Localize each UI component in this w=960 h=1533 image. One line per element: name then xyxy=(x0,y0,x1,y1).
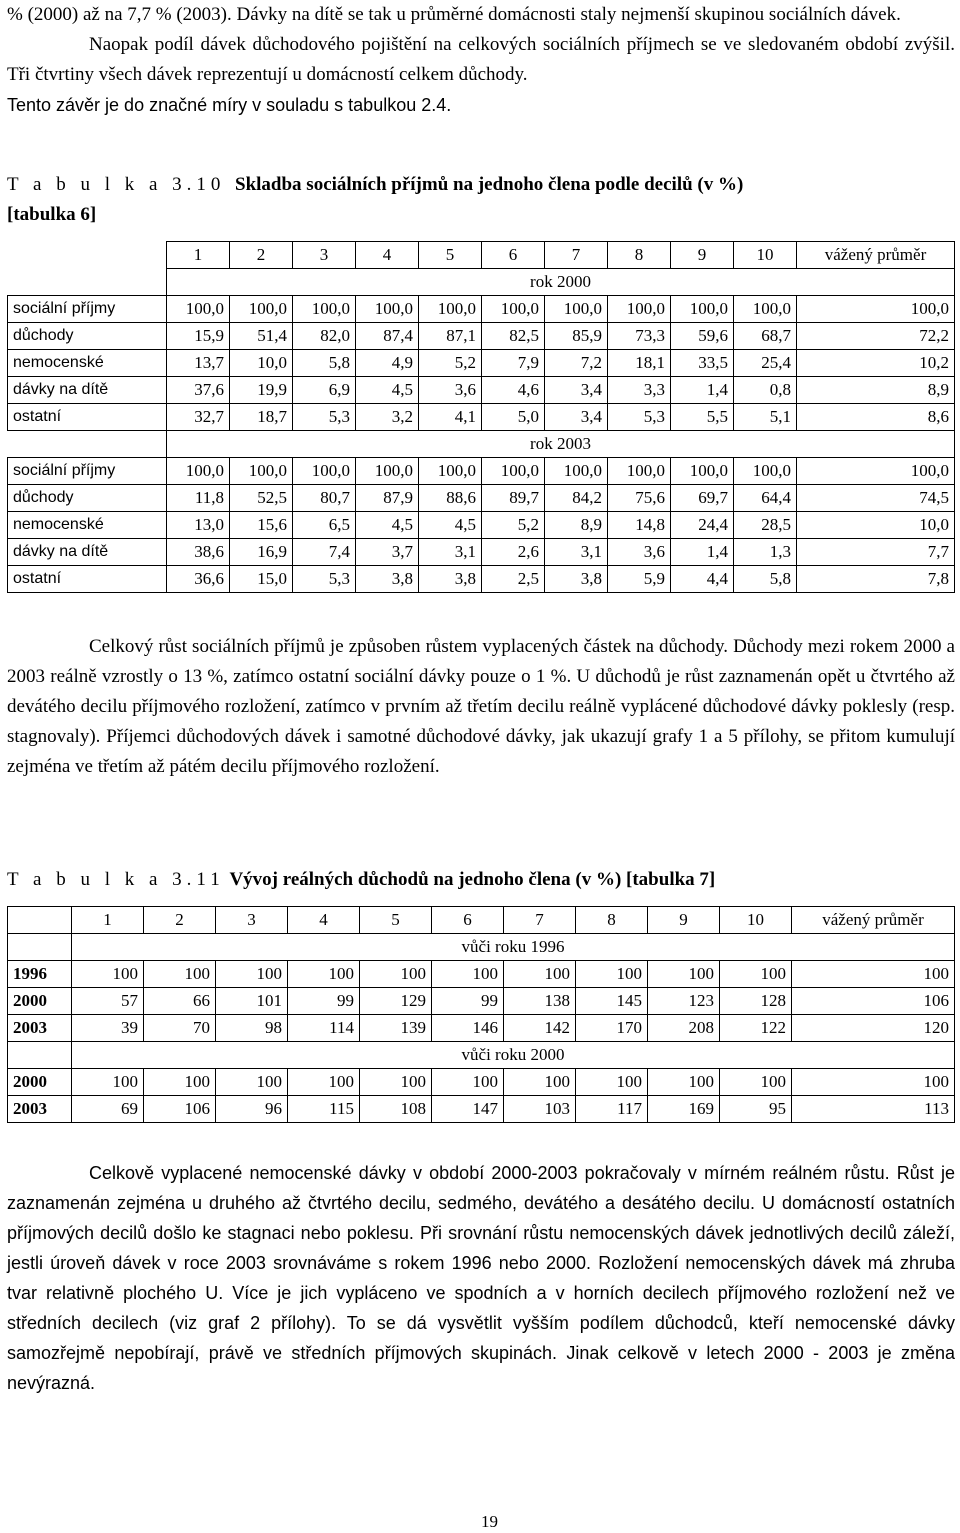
table_3_11-cell: 100 xyxy=(792,1069,955,1096)
table_3_10-cell: 4,6 xyxy=(482,377,545,404)
table_3_10-col-header: 6 xyxy=(482,242,545,269)
table_3_10-cell: 19,9 xyxy=(230,377,293,404)
table_3_10-cell: 5,8 xyxy=(293,350,356,377)
table_3_10-row-label: důchody xyxy=(8,323,167,350)
table_3_10-cell: 25,4 xyxy=(734,350,797,377)
table_3_10-cell: 68,7 xyxy=(734,323,797,350)
table_3_10-cell: 5,9 xyxy=(608,566,671,593)
intro-paragraph xyxy=(7,0,955,120)
table_3_10-cell: 5,5 xyxy=(671,404,734,431)
table_3_10-cell: 15,9 xyxy=(167,323,230,350)
table_3_10-section-row xyxy=(8,269,955,296)
table_3_11-cell: 99 xyxy=(432,988,504,1015)
table_3_10-cell: 8,6 xyxy=(797,404,955,431)
table_3_10-cell: 13,7 xyxy=(167,350,230,377)
table_3_10-cell: 37,6 xyxy=(167,377,230,404)
table_3_10-cell: 52,5 xyxy=(230,485,293,512)
table_3_10-cell: 100,0 xyxy=(671,458,734,485)
intro-line-1: % (2000) až na 7,7 % (2003). Dávky na dítě se tak u průměrné domácnosti staly nejmenší skupinou sociálních dávek. xyxy=(7,4,901,25)
table_3_10-cell: 59,6 xyxy=(671,323,734,350)
table_3_10-col-header: 1 xyxy=(167,242,230,269)
table-3-10-label: T a b u l k a 3.10 xyxy=(7,174,226,195)
table_3_11-cell: 106 xyxy=(792,988,955,1015)
table_3_11-cell: 100 xyxy=(72,961,144,988)
paragraph-pension-growth: Celkový růst sociálních příjmů je způsoben růstem vyplacených částek na důchody. Důchody mezi rokem 2000 a 2003 reálně vzrostly o 13 %, zatímco ostatní sociální dávky pouze o 1 %. U důchodů je růst zaznamenán opět u čtvrtého až devátého decilu příjmového rozložení, zatímco v prvním až třetím decilu reálně vyplácené důchodové dávky poklesly (resp. stagnovaly). Příjemci důchodových dávek i samotné důchodové dávky, jak ukazují grafy 1 a 5 přílohy, se přitom kumulují zejména ve třetím až pátém decilu příjmového rozložení. xyxy=(7,636,955,777)
table_3_10-cell: 100,0 xyxy=(797,296,955,323)
table_3_11-cell: 69 xyxy=(72,1096,144,1123)
table_3_11-cell: 208 xyxy=(648,1015,720,1042)
table_3_10-cell: 3,7 xyxy=(356,539,419,566)
table_3_10-cell: 10,0 xyxy=(797,512,955,539)
table_3_10-col-header: 9 xyxy=(671,242,734,269)
table_3_10-cell: 89,7 xyxy=(482,485,545,512)
table_3_11-section-row xyxy=(8,934,955,961)
table_3_10-cell: 100,0 xyxy=(734,296,797,323)
table_3_11-col-header: vážený průměr xyxy=(792,907,955,934)
table_3_10-cell: 4,4 xyxy=(671,566,734,593)
table-row xyxy=(8,485,955,512)
table_3_11-col-header: 6 xyxy=(432,907,504,934)
table_3_10-cell: 75,6 xyxy=(608,485,671,512)
table_3_10-cell: 100,0 xyxy=(356,296,419,323)
table_3_11-cell: 100 xyxy=(288,961,360,988)
table_3_11-col-header: 10 xyxy=(720,907,792,934)
table_3_11-cell: 100 xyxy=(720,961,792,988)
paragraph-sickness-benefits: Celkově vyplacené nemocenské dávky v období 2000-2003 pokračovaly v mírném reálném růstu. Růst je zaznamenán zejména u druhého až čtvrtého decilu, sedmého, devátého a desátého decilu. U domácností ostatních příjmových decilů došlo ke stagnaci nebo poklesu. Při srovnání růstu nemocenských dávek jednotlivých decilů záleží, jestli úroveň dávek v roce 2003 srovnáváme s rokem 1996 nebo 2000. Rozložení nemocenských dávek má zhruba tvar relativně plochého U. Více je jich vypláceno ve spodních a v horních decilech příjmového rozložení než ve středních decilech (viz graf 2 přílohy). To se dá vysvětlit vyšším podílem důchodců, kteří nemocenské dávky samozřejmě nepobírají, právě ve středních příjmových skupinách. Jinak celkově v letech 2000 - 2003 je změna nevýrazná. xyxy=(7,1163,955,1393)
table-3-11-caption xyxy=(7,865,955,895)
table_3_10-cell: 10,2 xyxy=(797,350,955,377)
table_3_10-cell: 1,4 xyxy=(671,539,734,566)
table_3_10-header-row xyxy=(8,242,955,269)
table_3_11-cell: 108 xyxy=(360,1096,432,1123)
table_3_10-cell: 69,7 xyxy=(671,485,734,512)
table_3_11-section-label: vůči roku 2000 xyxy=(72,1042,955,1069)
table_3_10-cell: 38,6 xyxy=(167,539,230,566)
table_3_10-cell: 28,5 xyxy=(734,512,797,539)
table_3_10-section-label: rok 2000 xyxy=(167,269,955,296)
table_3_10-col-header: 3 xyxy=(293,242,356,269)
table_3_10-cell: 84,2 xyxy=(545,485,608,512)
table_3_10-col-header: 7 xyxy=(545,242,608,269)
table_3_11-cell: 100 xyxy=(720,1069,792,1096)
table_3_10-cell: 0,8 xyxy=(734,377,797,404)
table-3-10-caption xyxy=(7,170,955,225)
table_3_10-cell: 4,9 xyxy=(356,350,419,377)
table_3_11-cell: 146 xyxy=(432,1015,504,1042)
table_3_11-cell: 103 xyxy=(504,1096,576,1123)
table_3_10-cell: 4,5 xyxy=(419,512,482,539)
table-row xyxy=(8,1096,955,1123)
table_3_11-cell: 114 xyxy=(288,1015,360,1042)
table_3_10-cell: 100,0 xyxy=(293,296,356,323)
table_3_10-cell: 5,2 xyxy=(419,350,482,377)
table_3_10-cell: 87,9 xyxy=(356,485,419,512)
table-row xyxy=(8,1015,955,1042)
table_3_11-header-row xyxy=(8,907,955,934)
table_3_10-cell: 100,0 xyxy=(167,296,230,323)
table_3_11-cell: 142 xyxy=(504,1015,576,1042)
table-3-11-label: T a b u l k a 3.11 xyxy=(7,869,225,890)
table_3_10-cell: 14,8 xyxy=(608,512,671,539)
table_3_10-section-spacer xyxy=(8,431,167,458)
table-row xyxy=(8,350,955,377)
table_3_10-cell: 3,6 xyxy=(608,539,671,566)
table_3_11-cell: 106 xyxy=(144,1096,216,1123)
table_3_10-cell: 72,2 xyxy=(797,323,955,350)
table_3_11-cell: 66 xyxy=(144,988,216,1015)
table-3-11-title: Vývoj reálných důchodů na jednoho člena (v %) [tabulka 7] xyxy=(229,869,716,890)
table_3_10-cell: 87,4 xyxy=(356,323,419,350)
table_3_11-col-header: 9 xyxy=(648,907,720,934)
table_3_10-cell: 100,0 xyxy=(545,296,608,323)
table-3-10 xyxy=(7,241,955,593)
table-row xyxy=(8,961,955,988)
table_3_11-cell: 100 xyxy=(144,1069,216,1096)
table_3_10-cell: 100,0 xyxy=(608,458,671,485)
table_3_11-cell: 100 xyxy=(144,961,216,988)
table-row xyxy=(8,323,955,350)
table_3_11-section-spacer xyxy=(8,1042,72,1069)
table_3_10-cell: 100,0 xyxy=(230,296,293,323)
table_3_10-cell: 1,4 xyxy=(671,377,734,404)
table_3_11-col-header: 8 xyxy=(576,907,648,934)
table_3_10-cell: 100,0 xyxy=(671,296,734,323)
table_3_11-section-label: vůči roku 1996 xyxy=(72,934,955,961)
table-row xyxy=(8,566,955,593)
table_3_10-cell: 64,4 xyxy=(734,485,797,512)
table_3_10-cell: 6,9 xyxy=(293,377,356,404)
table_3_10-cell: 100,0 xyxy=(545,458,608,485)
table_3_11-section-row xyxy=(8,1042,955,1069)
table_3_10-cell: 18,1 xyxy=(608,350,671,377)
table_3_10-cell: 100,0 xyxy=(482,296,545,323)
table_3_10-col-header: 10 xyxy=(734,242,797,269)
table_3_10-cell: 3,2 xyxy=(356,404,419,431)
table-row xyxy=(8,404,955,431)
table_3_10-section-row xyxy=(8,431,955,458)
table_3_10-cell: 7,4 xyxy=(293,539,356,566)
table_3_11-row-label: 2000 xyxy=(8,988,72,1015)
table_3_11-row-label: 2003 xyxy=(8,1096,72,1123)
table_3_10-row-label: nemocenské xyxy=(8,350,167,377)
table_3_10-corner-cell xyxy=(8,242,167,269)
table_3_10-cell: 24,4 xyxy=(671,512,734,539)
table_3_10-cell: 100,0 xyxy=(482,458,545,485)
table_3_11-cell: 100 xyxy=(360,961,432,988)
table_3_11-row-label: 2000 xyxy=(8,1069,72,1096)
table_3_10-cell: 15,6 xyxy=(230,512,293,539)
table_3_11-cell: 123 xyxy=(648,988,720,1015)
table_3_10-cell: 100,0 xyxy=(293,458,356,485)
table_3_10-cell: 3,4 xyxy=(545,377,608,404)
table_3_10-cell: 4,1 xyxy=(419,404,482,431)
table_3_11-cell: 100 xyxy=(648,1069,720,1096)
table_3_10-cell: 88,6 xyxy=(419,485,482,512)
table_3_11-cell: 100 xyxy=(432,961,504,988)
table-row xyxy=(8,512,955,539)
table_3_10-section-spacer xyxy=(8,269,167,296)
table_3_10-cell: 8,9 xyxy=(545,512,608,539)
table_3_11-col-header: 4 xyxy=(288,907,360,934)
table_3_10-row-label: dávky na dítě xyxy=(8,539,167,566)
table_3_11-cell: 95 xyxy=(720,1096,792,1123)
table_3_10-cell: 3,3 xyxy=(608,377,671,404)
table_3_10-row-label: nemocenské xyxy=(8,512,167,539)
table_3_10-cell: 7,2 xyxy=(545,350,608,377)
table_3_10-cell: 100,0 xyxy=(419,458,482,485)
table_3_10-cell: 13,0 xyxy=(167,512,230,539)
table_3_11-cell: 100 xyxy=(576,961,648,988)
intro-line-2: Naopak podíl dávek důchodového pojištění na celkových sociálních příjmech se ve sledovaném období zvýšil. Tři čtvrtiny všech dávek reprezentují u domácností celkem důchody. xyxy=(7,34,955,85)
table_3_10-cell: 10,0 xyxy=(230,350,293,377)
table_3_10-cell: 73,3 xyxy=(608,323,671,350)
table_3_11-cell: 39 xyxy=(72,1015,144,1042)
table_3_11-cell: 128 xyxy=(720,988,792,1015)
table_3_10-cell: 5,3 xyxy=(608,404,671,431)
table_3_11-cell: 145 xyxy=(576,988,648,1015)
intro-line-3: Tento závěr je do značné míry v souladu s tabulkou 2.4. xyxy=(7,95,452,115)
table_3_10-cell: 3,8 xyxy=(419,566,482,593)
table-3-11 xyxy=(7,906,955,1123)
table_3_10-col-header: 2 xyxy=(230,242,293,269)
table_3_11-section-spacer xyxy=(8,934,72,961)
table_3_10-cell: 3,4 xyxy=(545,404,608,431)
table-row xyxy=(8,1069,955,1096)
table_3_10-cell: 3,1 xyxy=(419,539,482,566)
table_3_10-cell: 100,0 xyxy=(356,458,419,485)
table_3_11-cell: 99 xyxy=(288,988,360,1015)
table_3_11-cell: 100 xyxy=(792,961,955,988)
table_3_11-cell: 122 xyxy=(720,1015,792,1042)
table_3_11-col-header: 7 xyxy=(504,907,576,934)
table_3_11-cell: 100 xyxy=(360,1069,432,1096)
table_3_10-cell: 3,8 xyxy=(356,566,419,593)
table_3_11-cell: 117 xyxy=(576,1096,648,1123)
table_3_10-cell: 11,8 xyxy=(167,485,230,512)
table_3_10-cell: 33,5 xyxy=(671,350,734,377)
table_3_10-cell: 8,9 xyxy=(797,377,955,404)
table_3_11-col-header: 2 xyxy=(144,907,216,934)
table_3_10-row-label: dávky na dítě xyxy=(8,377,167,404)
table_3_11-col-header: 1 xyxy=(72,907,144,934)
table_3_11-row-label: 2003 xyxy=(8,1015,72,1042)
table_3_10-row-label: sociální příjmy xyxy=(8,296,167,323)
table_3_10-cell: 7,9 xyxy=(482,350,545,377)
table_3_10-row-label: ostatní xyxy=(8,404,167,431)
page-number: 19 xyxy=(481,1512,498,1531)
table_3_11-cell: 100 xyxy=(432,1069,504,1096)
table_3_10-cell: 100,0 xyxy=(797,458,955,485)
table_3_10-cell: 2,5 xyxy=(482,566,545,593)
table-row xyxy=(8,539,955,566)
table_3_11-cell: 57 xyxy=(72,988,144,1015)
table_3_10-cell: 6,5 xyxy=(293,512,356,539)
table_3_10-col-header: 4 xyxy=(356,242,419,269)
table_3_11-cell: 101 xyxy=(216,988,288,1015)
table_3_11-row-label: 1996 xyxy=(8,961,72,988)
table_3_10-cell: 3,1 xyxy=(545,539,608,566)
table_3_10-cell: 4,5 xyxy=(356,512,419,539)
table_3_10-cell: 18,7 xyxy=(230,404,293,431)
table_3_11-cell: 129 xyxy=(360,988,432,1015)
table-row xyxy=(8,296,955,323)
table_3_10-section-label: rok 2003 xyxy=(167,431,955,458)
table_3_11-cell: 100 xyxy=(216,961,288,988)
table_3_10-cell: 5,3 xyxy=(293,404,356,431)
table_3_10-cell: 7,7 xyxy=(797,539,955,566)
table_3_11-cell: 100 xyxy=(504,1069,576,1096)
table_3_10-cell: 5,2 xyxy=(482,512,545,539)
table_3_11-col-header: 5 xyxy=(360,907,432,934)
table_3_10-cell: 51,4 xyxy=(230,323,293,350)
table_3_10-col-header: 5 xyxy=(419,242,482,269)
table_3_11-cell: 100 xyxy=(216,1069,288,1096)
table_3_11-cell: 100 xyxy=(648,961,720,988)
table_3_10-cell: 100,0 xyxy=(230,458,293,485)
table_3_10-row-label: sociální příjmy xyxy=(8,458,167,485)
table_3_10-cell: 36,6 xyxy=(167,566,230,593)
table_3_10-cell: 5,3 xyxy=(293,566,356,593)
table_3_10-cell: 100,0 xyxy=(167,458,230,485)
table-3-10-subtitle: [tabulka 6] xyxy=(7,204,97,225)
table_3_11-cell: 120 xyxy=(792,1015,955,1042)
table_3_11-cell: 100 xyxy=(288,1069,360,1096)
table_3_11-cell: 96 xyxy=(216,1096,288,1123)
table_3_10-cell: 82,0 xyxy=(293,323,356,350)
table_3_11-cell: 100 xyxy=(72,1069,144,1096)
table_3_10-cell: 15,0 xyxy=(230,566,293,593)
table_3_11-cell: 70 xyxy=(144,1015,216,1042)
table_3_11-cell: 147 xyxy=(432,1096,504,1123)
table_3_11-cell: 138 xyxy=(504,988,576,1015)
table-row xyxy=(8,377,955,404)
table_3_10-cell: 80,7 xyxy=(293,485,356,512)
table_3_11-cell: 100 xyxy=(576,1069,648,1096)
table_3_11-cell: 170 xyxy=(576,1015,648,1042)
table_3_10-cell: 87,1 xyxy=(419,323,482,350)
table_3_10-cell: 82,5 xyxy=(482,323,545,350)
table_3_10-cell: 85,9 xyxy=(545,323,608,350)
table_3_10-cell: 74,5 xyxy=(797,485,955,512)
table_3_10-cell: 32,7 xyxy=(167,404,230,431)
table_3_11-cell: 169 xyxy=(648,1096,720,1123)
table_3_10-col-header: 8 xyxy=(608,242,671,269)
table_3_11-cell: 139 xyxy=(360,1015,432,1042)
table_3_11-cell: 115 xyxy=(288,1096,360,1123)
table_3_10-cell: 5,0 xyxy=(482,404,545,431)
table_3_10-cell: 16,9 xyxy=(230,539,293,566)
table_3_10-cell: 3,8 xyxy=(545,566,608,593)
table_3_10-cell: 4,5 xyxy=(356,377,419,404)
table_3_11-cell: 113 xyxy=(792,1096,955,1123)
table_3_11-cell: 100 xyxy=(504,961,576,988)
table_3_11-cell: 98 xyxy=(216,1015,288,1042)
table_3_10-cell: 1,3 xyxy=(734,539,797,566)
table-3-10-title: Skladba sociálních příjmů na jednoho člena podle decilů (v %) xyxy=(235,174,744,195)
table_3_10-col-header: vážený průměr xyxy=(797,242,955,269)
table_3_10-cell: 2,6 xyxy=(482,539,545,566)
table_3_10-cell: 5,8 xyxy=(734,566,797,593)
table_3_10-cell: 7,8 xyxy=(797,566,955,593)
table_3_11-col-header: 3 xyxy=(216,907,288,934)
table_3_10-row-label: ostatní xyxy=(8,566,167,593)
table_3_11-corner-cell xyxy=(8,907,72,934)
table_3_10-row-label: důchody xyxy=(8,485,167,512)
table_3_10-cell: 100,0 xyxy=(734,458,797,485)
table_3_10-cell: 100,0 xyxy=(608,296,671,323)
table_3_10-cell: 3,6 xyxy=(419,377,482,404)
table-row xyxy=(8,988,955,1015)
table-row xyxy=(8,458,955,485)
table_3_10-cell: 100,0 xyxy=(419,296,482,323)
table_3_10-cell: 5,1 xyxy=(734,404,797,431)
